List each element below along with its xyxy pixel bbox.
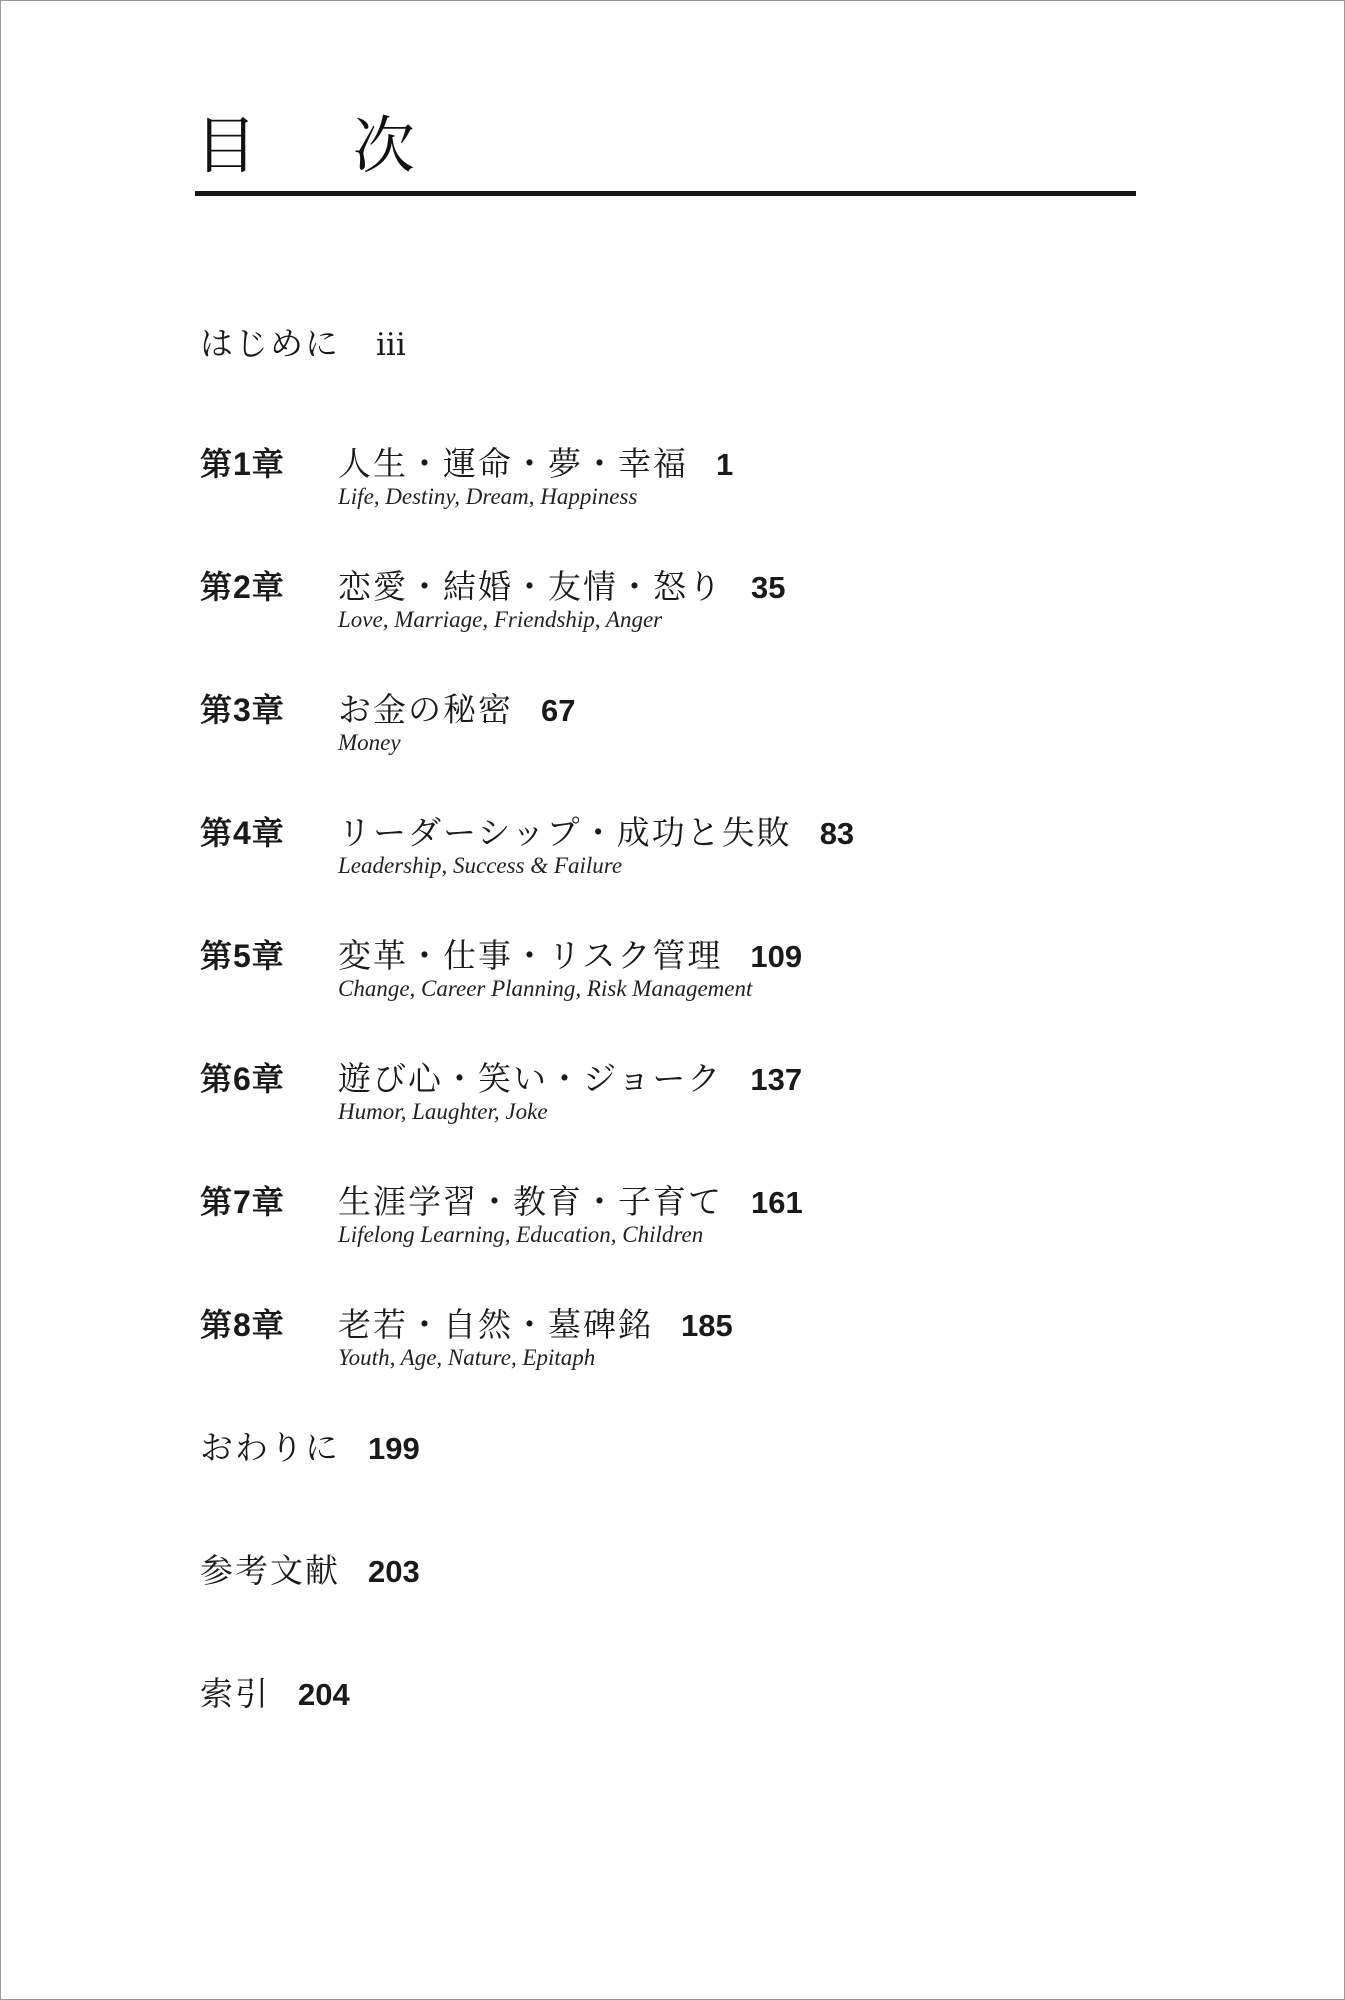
chapter-subtitle: Money <box>338 730 401 755</box>
chapter-number: 第4章 <box>200 815 285 851</box>
page-title: 目 次 <box>195 109 453 182</box>
toc-entry-chapter-8[interactable] <box>200 1299 733 1371</box>
chapter-title: リーダーシップ・成功と失敗 <box>338 813 792 852</box>
toc-entry-references[interactable] <box>200 1545 420 1589</box>
chapter-number: 第3章 <box>200 692 285 728</box>
chapter-number: 第7章 <box>200 1184 285 1220</box>
page-number: 204 <box>298 1677 350 1712</box>
page-number: 203 <box>368 1554 420 1589</box>
front-matter-label: はじめに <box>200 324 340 363</box>
chapter-title: 老若・自然・墓碑銘 <box>338 1305 653 1344</box>
chapter-number: 第8章 <box>200 1307 285 1343</box>
chapter-number: 第5章 <box>200 938 285 974</box>
page-number: 137 <box>750 1062 803 1097</box>
chapter-subtitle: Life, Destiny, Dream, Happiness <box>338 484 638 509</box>
toc-entry-chapter-3[interactable] <box>200 684 575 756</box>
page-number: 83 <box>819 816 855 851</box>
toc-entry-chapter-1[interactable] <box>200 438 733 510</box>
page-number: 35 <box>751 570 786 605</box>
chapter-title: 人生・運命・夢・幸福 <box>338 444 688 483</box>
chapter-subtitle: Humor, Laughter, Joke <box>338 1099 548 1124</box>
toc-entry-preface[interactable] <box>200 318 406 362</box>
page-number: 185 <box>681 1308 733 1343</box>
toc-entry-index[interactable] <box>200 1668 350 1712</box>
chapter-title: 生涯学習・教育・子育て <box>338 1182 723 1221</box>
page-number: iii <box>376 327 406 363</box>
toc-entry-afterword[interactable] <box>200 1422 420 1466</box>
chapter-subtitle: Change, Career Planning, Risk Management <box>338 976 753 1001</box>
page-number: 199 <box>368 1431 420 1466</box>
toc-entry-chapter-6[interactable] <box>200 1053 802 1125</box>
title-rule <box>195 191 1136 196</box>
chapter-title: 恋愛・結婚・友情・怒り <box>338 567 723 606</box>
chapter-subtitle: Lifelong Learning, Education, Children <box>338 1222 704 1247</box>
chapter-subtitle: Love, Marriage, Friendship, Anger <box>338 607 663 632</box>
page-number: 1 <box>716 447 734 482</box>
toc-entry-chapter-7[interactable] <box>200 1176 803 1248</box>
page-number: 161 <box>751 1185 803 1220</box>
chapter-subtitle: Leadership, Success & Failure <box>338 853 623 878</box>
chapter-subtitle: Youth, Age, Nature, Epitaph <box>338 1345 596 1370</box>
chapter-title: お金の秘密 <box>338 690 513 729</box>
toc-entry-chapter-5[interactable] <box>200 930 802 1002</box>
page-number: 109 <box>750 939 803 974</box>
chapter-title: 遊び心・笑い・ジョーク <box>338 1059 723 1098</box>
chapter-title: 変革・仕事・リスク管理 <box>338 936 723 975</box>
chapter-number: 第1章 <box>200 446 285 482</box>
toc-entry-chapter-4[interactable] <box>200 807 854 879</box>
chapter-number: 第2章 <box>200 569 285 605</box>
chapter-number: 第6章 <box>200 1061 285 1097</box>
back-matter-label: 索引 <box>200 1674 270 1713</box>
page-number: 67 <box>541 693 576 728</box>
back-matter-label: 参考文献 <box>200 1551 340 1590</box>
toc-entry-chapter-2[interactable] <box>200 561 785 633</box>
back-matter-label: おわりに <box>200 1428 340 1467</box>
